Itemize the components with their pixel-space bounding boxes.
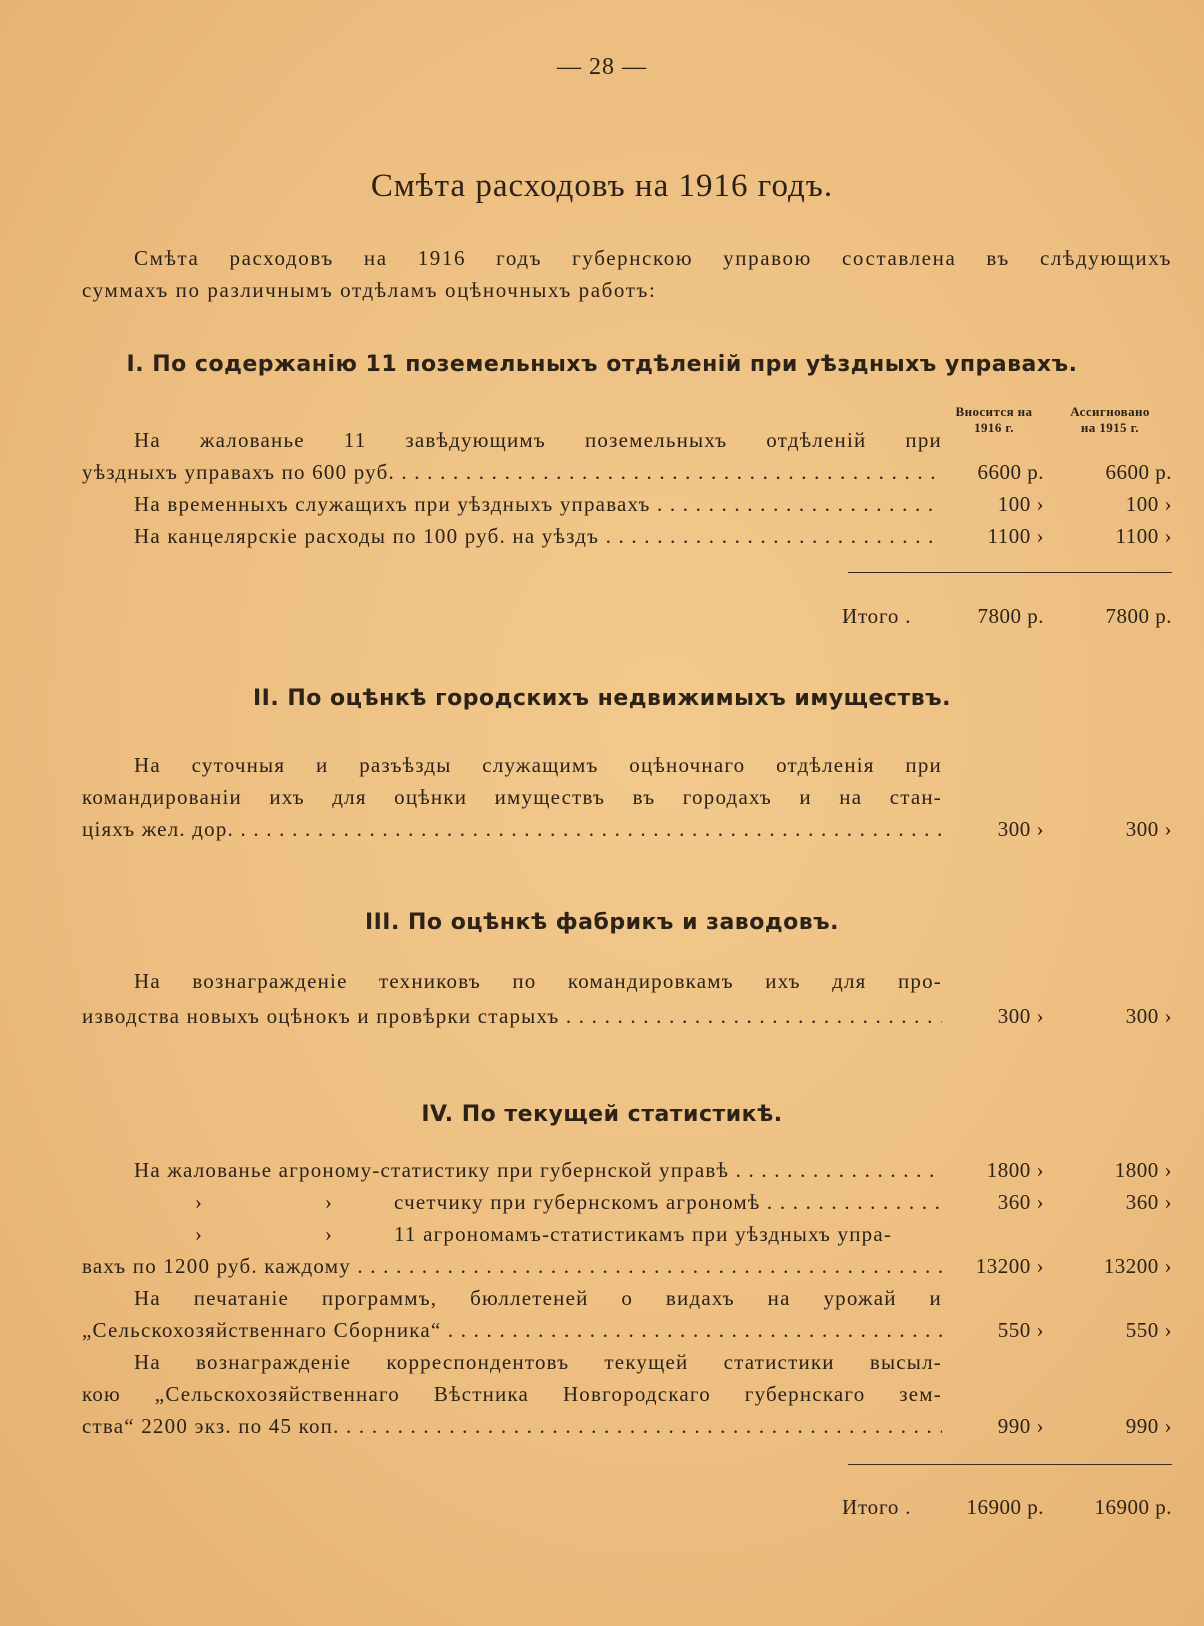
amount-1915: 300 ›: [1125, 1004, 1172, 1028]
column-header-1916-line-1: Вносится на: [955, 404, 1033, 419]
section-1-item-office: [0, 521, 1204, 551]
section-3-line-2: изводства новыхъ оцѣнокъ и провѣрки старыхъ: [82, 1004, 560, 1028]
amount-1916: 13200 ›: [975, 1254, 1044, 1278]
amount-1916: 1100 ›: [987, 524, 1044, 548]
section-4-line-4: вахъ по 1200 руб. каждому: [82, 1254, 351, 1278]
amount-1915: 990 ›: [1125, 1414, 1172, 1438]
intro-line-2: суммахъ по различнымъ отдѣламъ оцѣночныхъ работъ:: [82, 278, 657, 302]
section-3-title: III. По оцѣнкѣ фабрикъ и заводовъ.: [364, 910, 840, 935]
document-title: Смѣта расходовъ на 1916 годъ.: [370, 168, 834, 204]
section-4-line-5: На печатаніе программъ, бюллетеней о видахъ на урожай и: [134, 1286, 942, 1310]
section-1-line-2: уѣздныхъ управахъ по 600 руб.: [82, 460, 395, 484]
section-4-line-3-row: [82, 1219, 942, 1249]
section-4-line-6: „Сельскохозяйственнаго Сборника“: [82, 1318, 442, 1342]
column-header-1915-line-2: на 1915 г.: [1080, 420, 1140, 435]
section-1-item-salary: [0, 457, 1204, 487]
ditto-mark: ›: [194, 1190, 204, 1214]
amount-1915: 13200 ›: [1103, 1254, 1172, 1278]
section-2-title: II. По оцѣнкѣ городскихъ недвижимыхъ имуществъ.: [252, 686, 952, 711]
section-4-item-printing: [0, 1315, 1204, 1345]
total-1915: 16900 р.: [1094, 1495, 1172, 1519]
section-3-item: [0, 1001, 1204, 1031]
amount-1915: 1800 ›: [1114, 1158, 1172, 1182]
section-4-line-9: ства“ 2200 экз. по 45 коп.: [82, 1414, 340, 1438]
section-2-line-3: ціяхъ жел. дор.: [82, 817, 235, 841]
ditto-mark: ›: [324, 1222, 334, 1246]
section-3-line-1: На вознагражденіе техниковъ по командировкамъ ихъ для про-: [134, 969, 942, 993]
section-4-item-correspondents: [0, 1411, 1204, 1441]
section-1-title: I. По содержанію 11 поземельныхъ отдѣленій при уѣздныхъ управахъ.: [126, 352, 1078, 377]
section-1-line-4: На канцелярскіе расходы по 100 руб. на уѣздъ: [134, 524, 600, 548]
column-header-1916-line-2: 1916 г.: [974, 420, 1014, 435]
section-4-line-3: 11 агрономамъ-статистикамъ при уѣздныхъ упра-: [394, 1222, 893, 1246]
ditto-mark: ›: [194, 1222, 204, 1246]
section-2-item: [0, 814, 1204, 844]
column-header-1915: [1044, 404, 1176, 436]
column-header-1915-line-1: Ассигновано: [1070, 404, 1150, 419]
section-2-line-1: На суточныя и разъѣзды служащимъ оцѣночнаго отдѣленія при: [134, 753, 942, 777]
amount-1916: 300 ›: [997, 817, 1044, 841]
amount-1916: 990 ›: [997, 1414, 1044, 1438]
amount-1915: 300 ›: [1125, 817, 1172, 841]
page-number: — 28 —: [557, 54, 647, 80]
amount-1915: 6600 р.: [1105, 460, 1172, 484]
amount-1916: 100 ›: [997, 492, 1044, 516]
amount-1915: 550 ›: [1125, 1318, 1172, 1342]
intro-line-1: Смѣта расходовъ на 1916 годъ губернскою управою составлена въ слѣдующихъ: [134, 246, 1172, 270]
section-4-line-7: На вознагражденіе корреспондентовъ текущей статистики высыл-: [134, 1350, 942, 1374]
section-4-item-agronomist: [0, 1155, 1204, 1185]
section-4-line-8: кою „Сельскохозяйственнаго Вѣстника Новгородскаго губернскаго зем-: [82, 1382, 942, 1406]
column-header-1916: [944, 404, 1044, 436]
total-label: Итого .: [842, 604, 912, 628]
amount-1916: 550 ›: [997, 1318, 1044, 1342]
section-1-line-1: На жалованье 11 завѣдующимъ поземельныхъ отдѣленій при: [134, 428, 942, 452]
section-4-total: [0, 1492, 1204, 1522]
amount-1916: 360 ›: [997, 1190, 1044, 1214]
section-4-title: IV. По текущей статистикѣ.: [421, 1102, 783, 1127]
amount-1916: 300 ›: [997, 1004, 1044, 1028]
section-1-total: [0, 601, 1204, 631]
section-2-line-2: командированіи ихъ для оцѣнки имуществъ въ городахъ и на стан-: [82, 785, 942, 809]
amount-1915: 1100 ›: [1115, 524, 1172, 548]
section-4-line-1: На жалованье агроному-статистику при губернской управѣ: [134, 1158, 730, 1182]
amount-1916: 6600 р.: [977, 460, 1044, 484]
intro-paragraph: [82, 242, 1172, 306]
section-4-item-counter: [0, 1187, 1204, 1217]
section-1-line-3: На временныхъ служащихъ при уѣздныхъ управахъ: [134, 492, 651, 516]
total-1916: 16900 р.: [966, 1495, 1044, 1519]
total-label: Итого .: [842, 1495, 912, 1519]
amount-1916: 1800 ›: [986, 1158, 1044, 1182]
ditto-mark: ›: [324, 1190, 334, 1214]
total-1915: 7800 р.: [1105, 604, 1172, 628]
total-rule: [848, 1464, 1172, 1465]
amount-1915: 360 ›: [1125, 1190, 1172, 1214]
amount-1915: 100 ›: [1125, 492, 1172, 516]
section-4-item-district-agronomists: [0, 1251, 1204, 1281]
total-rule: [848, 572, 1172, 573]
section-1-item-temporary: [0, 489, 1204, 519]
total-1916: 7800 р.: [977, 604, 1044, 628]
section-4-line-2: счетчику при губернскомъ агрономѣ: [394, 1190, 761, 1214]
